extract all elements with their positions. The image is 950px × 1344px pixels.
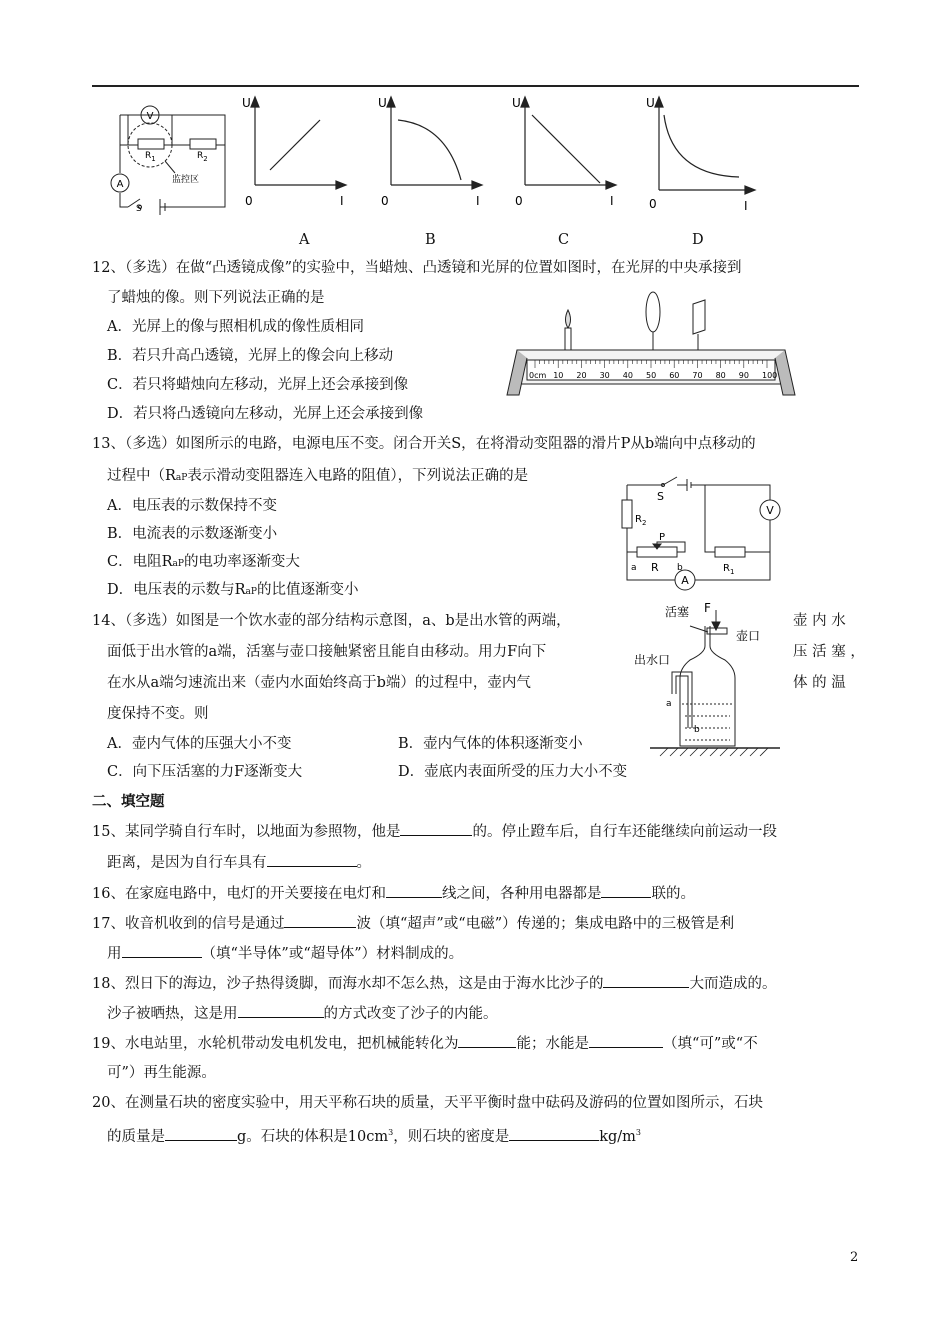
- r2-label: $R_2$: [635, 514, 647, 527]
- q16-blank-2[interactable]: [601, 883, 651, 898]
- voltmeter-label: V: [766, 504, 774, 517]
- ammeter-label: A: [116, 179, 124, 190]
- q14-stem-line1-right: 壶 内 水: [793, 613, 846, 629]
- origin: 0: [381, 194, 389, 208]
- q15-blank-2[interactable]: [267, 852, 357, 867]
- ruler-label: 60: [669, 371, 680, 380]
- header-rule: [92, 85, 859, 87]
- switch-label: S: [657, 490, 664, 503]
- voltmeter-label: V: [146, 111, 154, 122]
- graph-b: [376, 95, 486, 215]
- ruler-label: 100: [762, 371, 778, 380]
- ruler-label: 30: [599, 371, 610, 380]
- q20-line2: 的质量是 g。石块的体积是$10cm^3$，则石块的密度是 $kg/m^3$: [107, 1123, 641, 1147]
- q13-option-c: C．电阻RaP的电功率逐渐变大: [107, 554, 300, 570]
- axis-u: U: [512, 96, 521, 110]
- q14-stem-line3: 在水从a端匀速流出来（壶内水面始终高于b端）的过程中，壶内气: [107, 675, 531, 691]
- origin: 0: [515, 194, 523, 208]
- q20-line1: 20、在测量石块的密度实验中，用天平称石块的质量，天平平衡时盘中砝码及游码的位置如图所示，石块: [92, 1095, 763, 1111]
- ruler-label: 50: [646, 371, 657, 380]
- r2-label: $R_2$: [197, 151, 208, 163]
- q12-stem-line2: 了蜡烛的像。则下列说法正确的是: [107, 290, 325, 306]
- q14-stem-line1: 14、（多选）如图是一个饮水壶的部分结构示意图，a、b是出水管的两端，: [92, 613, 571, 629]
- q17-blank-2[interactable]: [122, 943, 202, 958]
- q14-option-c: C．向下压活塞的力F逐渐变大: [107, 764, 303, 780]
- q18-blank-2[interactable]: [238, 1003, 324, 1018]
- axis-u: U: [378, 96, 387, 110]
- ruler-label: 80: [715, 371, 726, 380]
- ruler-label: 40: [622, 371, 633, 380]
- q13-stem-line1: 13、（多选）如图所示的电路，电源电压不变。闭合开关S，在将滑动变阻器的滑片P从b端向中点移动的: [92, 436, 756, 452]
- origin: 0: [245, 194, 253, 208]
- ruler-label: 10: [553, 371, 564, 380]
- q12-option-b: B．若只升高凸透镜，光屏上的像会向上移动: [107, 348, 394, 364]
- r1-label: $R_1$: [145, 151, 156, 163]
- slider-p-label: P: [659, 532, 666, 543]
- q15-blank-1[interactable]: [400, 821, 472, 836]
- rheostat-label: R: [651, 561, 659, 574]
- q15-line1: 15、某同学骑自行车时，以地面为参照物，他是 的。停止蹬车后，自行车还能继续向前运动一段: [92, 821, 777, 842]
- q12-option-a: A．光屏上的像与照相机成的像性质相同: [107, 319, 364, 335]
- q19-line1: 19、水电站里，水轮机带动发电机发电，把机械能转化为 能；水能是 （填“可”或“不: [92, 1033, 758, 1054]
- q14-stem-line2-right: 压 活 塞 ，: [793, 644, 865, 660]
- q19-line2: 可”）再生能源。: [107, 1065, 216, 1081]
- q19-blank-1[interactable]: [458, 1033, 516, 1048]
- option-letter-d: D: [692, 232, 704, 248]
- q14-option-a: A．壶内气体的压强大小不变: [107, 736, 292, 752]
- ruler-label: 0cm: [529, 371, 547, 380]
- switch-label: S: [136, 204, 142, 214]
- outlet-label: 出水口: [634, 653, 671, 667]
- q12-option-c: C．若只将蜡烛向左移动，光屏上还会承接到像: [107, 377, 409, 393]
- option-letter-c: C: [558, 232, 570, 248]
- axis-i: I: [744, 199, 748, 213]
- axis-i: I: [610, 194, 614, 208]
- q15-line2: 距离，是因为自行车具有 。: [107, 852, 371, 873]
- axis-i: I: [476, 194, 480, 208]
- axis-i: I: [340, 194, 344, 208]
- ruler-label: 20: [576, 371, 587, 380]
- q16-blank-1[interactable]: [386, 883, 442, 898]
- force-label: F: [704, 601, 711, 615]
- sliding-rheostat-circuit: [615, 470, 785, 595]
- q18-blank-1[interactable]: [603, 973, 689, 988]
- end-a-label: a: [666, 699, 672, 709]
- r1-label: $R_1$: [723, 563, 735, 576]
- ammeter-label: A: [681, 574, 689, 587]
- axis-u: U: [242, 96, 251, 110]
- end-b-label: b: [677, 563, 683, 573]
- q20-blank-1[interactable]: [165, 1126, 237, 1141]
- q14-stem-line2: 面低于出水管的a端，活塞与壶口接触紧密且能自由移动。用力F向下: [107, 644, 547, 660]
- mouth-label: 壶口: [736, 629, 761, 643]
- q14-option-b: B．壶内气体的体积逐渐变小: [398, 736, 583, 752]
- end-b-label: b: [694, 725, 700, 735]
- monitor-circuit-diagram: [100, 95, 240, 220]
- section-heading-fill-in: 二、填空题: [92, 794, 165, 810]
- q14-stem-line4: 度保持不变。则: [107, 706, 209, 722]
- page-number: 2: [850, 1250, 859, 1265]
- graph-c: [510, 95, 620, 215]
- q14-stem-line3-right: 体 的 温: [793, 675, 846, 691]
- option-letter-b: B: [425, 232, 436, 248]
- q16-line1: 16、在家庭电路中，电灯的开关要接在电灯和 线之间，各种用电器都是 联的。: [92, 883, 695, 904]
- axis-u: U: [646, 96, 655, 110]
- optical-bench-diagram: [505, 290, 800, 400]
- option-letter-a: A: [299, 232, 310, 248]
- graph-a: [240, 95, 350, 215]
- origin: 0: [649, 197, 657, 211]
- q19-blank-2[interactable]: [589, 1033, 663, 1048]
- q17-line2: 用 （填“半导体”或“超导体”）材料制成的。: [107, 943, 463, 964]
- ruler-label: 90: [738, 371, 749, 380]
- kettle-diagram: [630, 598, 790, 763]
- graph-d: [644, 95, 759, 215]
- monitor-zone-label: 监控区: [172, 175, 200, 185]
- q12-stem-line1: 12、（多选）在做“凸透镜成像”的实验中，当蜡烛、凸透镜和光屏的位置如图时，在光屏的中央承接到: [92, 260, 742, 276]
- q13-stem-line2: 过程中（RaP表示滑动变阻器连入电路的阻值），下列说法正确的是: [107, 468, 529, 484]
- q14-option-d: D．壶底内表面所受的压力大小不变: [398, 764, 628, 780]
- piston-label: 活塞: [665, 605, 690, 619]
- ruler-label: 70: [692, 371, 703, 380]
- end-a-label: a: [631, 563, 637, 573]
- q18-line2: 沙子被晒热，这是用 的方式改变了沙子的内能。: [107, 1003, 498, 1024]
- q17-line1: 17、收音机收到的信号是通过 波（填“超声”或“电磁”）传递的；集成电路中的三极管是利: [92, 913, 734, 934]
- q13-option-a: A．电压表的示数保持不变: [107, 498, 277, 514]
- q13-option-d: D．电压表的示数与RaP的比值逐渐变小: [107, 582, 359, 598]
- q17-blank-1[interactable]: [284, 913, 356, 928]
- q12-option-d: D．若只将凸透镜向左移动，光屏上还会承接到像: [107, 406, 424, 422]
- q20-blank-2[interactable]: [509, 1126, 599, 1141]
- q18-line1: 18、烈日下的海边，沙子热得烫脚，而海水却不怎么热，这是由于海水比沙子的 大而造成的。: [92, 973, 776, 994]
- q13-option-b: B．电流表的示数逐渐变小: [107, 526, 278, 542]
